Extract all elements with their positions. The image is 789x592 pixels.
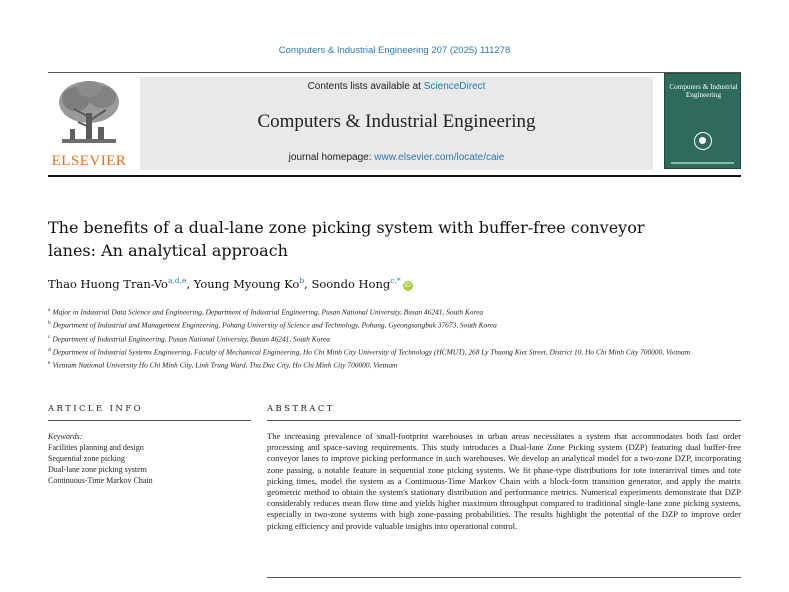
- homepage-line: [140, 152, 653, 163]
- journal-title: Computers & Industrial Engineering: [257, 111, 536, 132]
- keyword-item: Dual-lane zone picking system: [48, 465, 147, 474]
- author-separator: ,: [186, 277, 194, 291]
- affiliation-item: [48, 318, 748, 331]
- keyword-item: Continuous-Time Markov Chain: [48, 476, 153, 485]
- keywords-block: [48, 431, 248, 486]
- author-name[interactable]: Young Myoung Ko: [193, 277, 300, 291]
- article-title: The benefits of a dual-lane zone picking system with buffer-free conveyor lanes: An analytical approach: [48, 218, 645, 260]
- article-info-heading: ARTICLE INFO: [48, 404, 143, 414]
- affiliation-key: d: [48, 346, 51, 353]
- abstract-heading: ABSTRACT: [267, 404, 335, 414]
- affiliation-item: [48, 358, 748, 371]
- cover-strip: [671, 162, 734, 164]
- contents-line: [140, 81, 653, 92]
- author-affiliation-marker[interactable]: a,d,e: [167, 276, 187, 285]
- affiliation-item: [48, 305, 748, 318]
- homepage-link[interactable]: www.elsevier.com/locate/caie: [374, 152, 505, 163]
- affiliation-item: [48, 345, 748, 358]
- affiliation-text: Department of Industrial and Management Engineering, Pohang University of Science and Technology, Pohang, Gyeongsangbuk 37673, South Korea: [52, 320, 497, 330]
- orcid-icon[interactable]: iD: [404, 282, 411, 289]
- contents-prefix: Contents lists available at: [307, 81, 424, 92]
- journal-reference[interactable]: Computers & Industrial Engineering 207 (2025) 111278: [278, 45, 511, 56]
- keywords-label: Keywords:: [48, 432, 83, 441]
- article-info-rule: [48, 420, 251, 421]
- sciencedirect-link[interactable]: ScienceDirect: [423, 81, 486, 92]
- abstract-text: The increasing prevalence of small-footprint warehouses in urban areas necessitates a system that accommodates both fast order processing and space-saving requirements. This study introduces a Dual-lane Zone Picking system (DZP) featuring dual buffer-free conveyor lanes to improve picking performance in such warehouses. We develop an analytical model for a two-zone DZP, incorporating zone passing, a notable feature in sequential zone picking systems. We fit phase-type distributions for tote interarrival times and tote picking times, model the system as a Continuous-Time Markov Chain with a block-form transition generator, and apply the matrix geometric method to obtain the system's stationary distribution and performance metrics. Numerical experiments demonstrate that DZP considerably reduces mean flow time and yields higher maximum throughput compared to traditional single-lane zone picking systems, especially in two-zone systems with high zone-passing probabilities. The results highlight the potential of the DZP to improve order picking efficiency and provide valuable insights into operational control.: [267, 431, 741, 531]
- keyword-item: Facilities planning and design: [48, 443, 144, 452]
- cover-title: Computers & Industrial Engineering: [669, 83, 738, 99]
- tree-logo-icon: [48, 77, 130, 149]
- author-list: [48, 276, 698, 291]
- affiliation-key: a: [48, 307, 51, 313]
- author-name[interactable]: Soondo Hong: [311, 277, 391, 291]
- elsevier-logo[interactable]: [48, 77, 130, 170]
- homepage-prefix: journal homepage:: [288, 152, 375, 163]
- publisher-name: ELSEVIER: [51, 153, 127, 169]
- affiliation-key: c: [48, 333, 51, 340]
- author-affiliation-marker[interactable]: b: [299, 276, 305, 285]
- abstract-rule: [267, 420, 741, 421]
- author-separator: ,: [304, 277, 312, 291]
- journal-banner: [140, 77, 653, 170]
- affiliation-key: b: [48, 320, 51, 327]
- affiliation-text: Department of Industrial Systems Engineering, Faculty of Mechanical Engineering, Ho Chi Minh City University of Technology (HCMUT), 268 Ly Thuong Kiet Street, District 10, Ho Chi Minh City 700000, Vietnam: [52, 347, 691, 357]
- affiliation-text: Major in Industrial Data Science and Engineering, Department of Industrial Engineering, Pusan National University, Busan 46241, South Korea: [52, 307, 484, 317]
- cover-emblem-icon: [694, 132, 712, 150]
- abstract-bottom-rule: [267, 577, 741, 578]
- affiliation-item: [48, 332, 748, 345]
- affiliation-text: Department of Industrial Engineering, Pusan National University, Busan 46241, South Korea: [52, 334, 330, 343]
- header-bottom-rule: [48, 175, 741, 177]
- author-affiliation-marker[interactable]: c,*: [390, 276, 401, 285]
- affiliation-key: e: [48, 360, 51, 367]
- journal-cover-thumbnail[interactable]: [664, 73, 741, 169]
- affiliation-text: Vietnam National University Ho Chi Minh City, Linh Trung Ward, Thu Duc City, Ho Chi Minh City 700000, Vietnam: [52, 360, 398, 370]
- header-top-rule: [48, 72, 741, 73]
- author-name[interactable]: Thao Huong Tran-Vo: [48, 277, 168, 291]
- affiliation-list: [48, 305, 748, 371]
- keyword-item: Sequential zone picking: [48, 454, 125, 463]
